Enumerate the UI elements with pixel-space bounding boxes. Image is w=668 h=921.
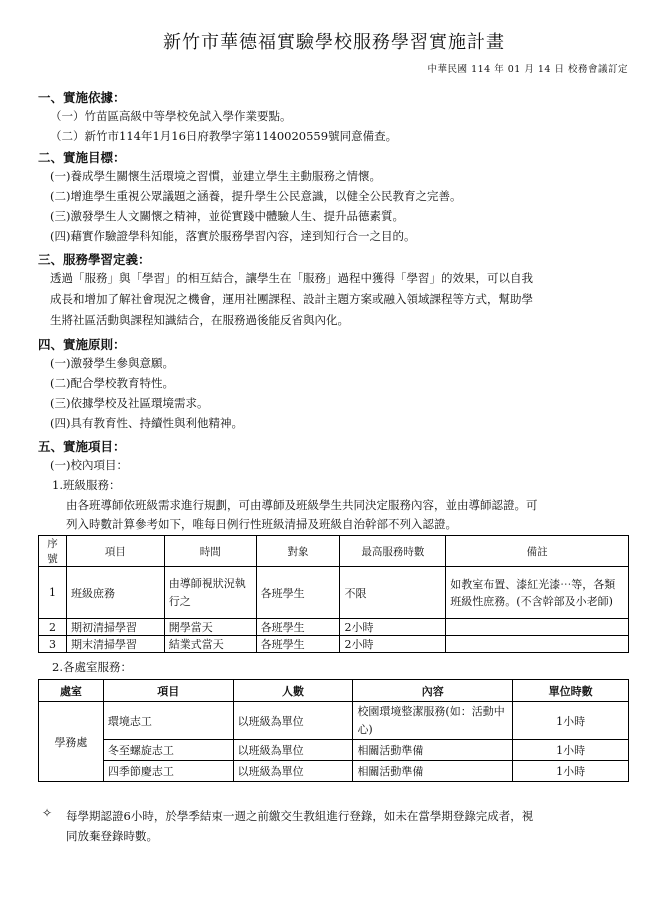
table-cell: 四季節慶志工 [103, 761, 233, 782]
table-cell: 冬至螺旋志工 [103, 740, 233, 761]
section-2-heading: 二、實施目標： [38, 150, 126, 165]
document-title: 新竹市華德福實驗學校服務學習實施計畫 [163, 32, 505, 53]
note-line: 同放棄登錄時數。 [66, 829, 158, 843]
table-cell: 班級庶務 [66, 567, 164, 619]
table-cell: 由導師視狀況執行之 [164, 567, 256, 619]
table-header-cell: 項目 [66, 536, 164, 567]
table-header-cell: 時間 [164, 536, 256, 567]
table-header-cell: 序號 [39, 536, 67, 567]
table-cell: 相關活動準備 [353, 761, 513, 782]
table-cell: 各班學生 [256, 636, 340, 653]
section-4-heading: 四、實施原則： [38, 337, 126, 352]
table-cell [446, 636, 629, 653]
table-cell: 結業式當天 [164, 636, 256, 653]
table-cell [446, 619, 629, 636]
table-cell: 1 [39, 567, 67, 619]
table-row [39, 761, 629, 782]
table-header-cell: 處室 [39, 680, 104, 702]
section-3-line: 生將社區活動與課程知識結合，在服務過後能反省與內化。 [50, 313, 349, 327]
diamond-bullet-icon: ✧ [42, 806, 53, 820]
table-header-row [39, 536, 629, 567]
table-cell: 不限 [340, 567, 446, 619]
section-1-item: （二）新竹市114年1月16日府教學字第1140020559號同意備查。 [50, 129, 398, 143]
section-5-sub: (一)校內項目： [50, 458, 128, 472]
class-service-desc: 列入時數計算參考如下，唯每日例行性班級清掃及班級自治幹部不列入認證。 [66, 517, 457, 531]
table-cell: 以班級為單位 [233, 740, 353, 761]
table-cell: 期初清掃學習 [66, 619, 164, 636]
table-row [39, 636, 629, 653]
table-row [39, 567, 629, 619]
section-2-item: (二)增進學生重視公眾議題之涵養，提升學生公民意識，以健全公民教育之完善。 [50, 189, 462, 203]
note-line: 每學期認證6小時，於學季結束一週之前繳交生教組進行登錄，如未在當學期登錄完成者，視 [66, 809, 534, 823]
table-row [39, 702, 629, 740]
table-cell: 各班學生 [256, 619, 340, 636]
table-header-cell: 內容 [353, 680, 513, 702]
class-service-label: 1.班級服務： [52, 478, 121, 492]
table-cell: 1小時 [513, 761, 629, 782]
approval-date: 中華民國 114 年 01 月 14 日 校務會議訂定 [427, 64, 628, 75]
office-service-table [38, 679, 629, 782]
table-row [39, 619, 629, 636]
section-2-item: (一)養成學生關懷生活環境之習慣，並建立學生主動服務之情懷。 [50, 169, 381, 183]
table-cell: 2 [39, 619, 67, 636]
table-header-cell: 單位時數 [513, 680, 629, 702]
section-1-heading: 一、實施依據： [38, 90, 126, 105]
table-cell: 如教室布置、漆紅光漆⋯等，各類班級性庶務。(不含幹部及小老師) [446, 567, 629, 619]
table-cell: 1小時 [513, 702, 629, 740]
table-cell: 校園環境整潔服務(如：活動中心) [353, 702, 513, 740]
section-1-item: （一）竹苗區高級中等學校免試入學作業要點。 [50, 109, 292, 123]
table-cell: 開學當天 [164, 619, 256, 636]
table-row [39, 740, 629, 761]
table-cell: 以班級為單位 [233, 702, 353, 740]
section-3-heading: 三、服務學習定義： [38, 252, 151, 267]
section-5-heading: 五、實施項目： [38, 439, 126, 454]
table-cell: 2小時 [340, 619, 446, 636]
section-4-item: (三)依據學校及社區環境需求。 [50, 396, 209, 410]
table-cell: 期末清掃學習 [66, 636, 164, 653]
table-header-cell: 人數 [233, 680, 353, 702]
table-cell: 2小時 [340, 636, 446, 653]
table-cell: 以班級為單位 [233, 761, 353, 782]
table-cell: 環境志工 [103, 702, 233, 740]
table-header-cell: 對象 [256, 536, 340, 567]
section-3-line: 透過「服務」與「學習」的相互結合，讓學生在「服務」過程中獲得「學習」的效果，可以自我 [50, 271, 533, 285]
section-4-item: (四)具有教育性、持續性與利他精神。 [50, 416, 243, 430]
table-header-cell: 項目 [103, 680, 233, 702]
section-3-line: 成長和增加了解社會現況之機會，運用社團課程、設計主題方案或融入領域課程等方式，幫助學 [50, 292, 533, 306]
class-service-desc: 由各班導師依班級需求進行規劃，可由導師及班級學生共同決定服務內容，並由導師認證。可 [66, 498, 538, 512]
table-cell: 3 [39, 636, 67, 653]
table-header-cell: 備註 [446, 536, 629, 567]
section-2-item: (三)激發學生人文關懷之精神，並從實踐中體驗人生、提升品德素質。 [50, 209, 404, 223]
table-header-cell: 最高服務時數 [340, 536, 446, 567]
table-header-row [39, 680, 629, 702]
table-cell: 各班學生 [256, 567, 340, 619]
office-service-label: 2.各處室服務： [52, 660, 132, 674]
table-cell: 相關活動準備 [353, 740, 513, 761]
class-service-table [38, 535, 629, 653]
section-4-item: (一)激發學生參與意願。 [50, 356, 174, 370]
table-cell: 1小時 [513, 740, 629, 761]
section-4-item: (二)配合學校教育特性。 [50, 376, 174, 390]
section-2-item: (四)藉實作驗證學科知能，落實於服務學習內容，達到知行合一之目的。 [50, 229, 416, 243]
office-cell: 學務處 [39, 702, 104, 782]
